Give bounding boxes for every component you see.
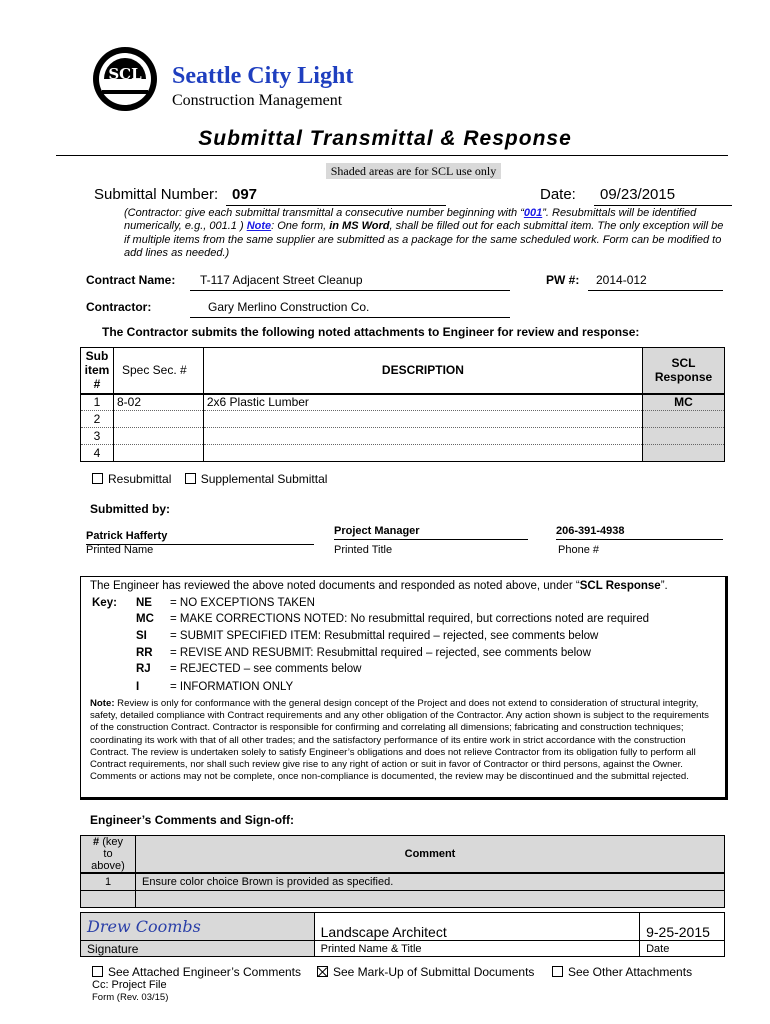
key-description: = REJECTED – see comments below bbox=[170, 663, 362, 675]
instructions-number: 001 bbox=[523, 207, 543, 219]
form-revision: Form (Rev. 03/15) bbox=[92, 992, 169, 1003]
review-note-text: Review is only for conformance with the general design concept of the Project and does not extend to consideration of structural integrity, safety, detailed compliance with Contract requirements and any other obligation of the Contractor. Any action shown is subject to the requirements of the construction Contract. Contractor is responsible for confirming and correlating all dimensions; fabricating and construction techniques; coordinating its work with that of all other trades; and the satisfactory performance of its entire work in strict accordance with the construction Contract. The review is undertaken solely to satisfy Engineer’s obligations and does not relieve Contractor from its obligation fully to perform all Contract requirements, nor shall such review give rise to any right of action or suit in favor of Contractor or third persons, against the Owner. Comments or actions may not be complete, once non-compliance is documented, the review may be discontinued and the submittal rejected. bbox=[90, 698, 709, 783]
col-key-line: above) bbox=[91, 860, 125, 872]
check-comments-group[interactable] bbox=[92, 965, 301, 979]
check-markup-label: See Mark-Up of Submittal Documents bbox=[333, 965, 535, 979]
submittal-number-field[interactable]: 097 bbox=[226, 186, 446, 206]
instructions-text: : One form, bbox=[271, 220, 330, 233]
col-description: DESCRIPTION bbox=[203, 348, 642, 394]
submitter-name-field[interactable]: Patrick Hafferty bbox=[86, 527, 314, 545]
row-response-cell[interactable] bbox=[643, 445, 725, 462]
col-key-line: # (key to bbox=[93, 836, 123, 860]
submitter-title-field[interactable]: Project Manager bbox=[334, 522, 528, 540]
row-spec-cell[interactable] bbox=[113, 445, 203, 462]
row-response-cell[interactable]: MC bbox=[643, 394, 725, 411]
signature: Drew Coombs bbox=[87, 917, 201, 936]
signoff-date-field[interactable]: 9-25-2015 bbox=[640, 913, 725, 941]
brand-subtitle: Construction Management bbox=[172, 92, 343, 109]
review-intro-text: ”. bbox=[660, 580, 668, 592]
row-response-cell[interactable] bbox=[643, 428, 725, 445]
pw-number-label: PW #: bbox=[546, 273, 580, 287]
title-divider bbox=[56, 155, 728, 156]
row-description-cell[interactable]: 2x6 Plastic Lumber bbox=[203, 394, 642, 411]
contract-name-label: Contract Name: bbox=[86, 273, 176, 287]
signature-caption: Signature bbox=[81, 941, 315, 957]
check-other-checkbox[interactable] bbox=[552, 966, 563, 977]
contractor-field[interactable]: Gary Merlino Construction Co. bbox=[190, 298, 510, 318]
svg-text:SCL: SCL bbox=[108, 65, 142, 83]
resubmittal-label: Resubmittal bbox=[108, 472, 172, 486]
instructions-text: ”. Resubmittals will be identified numerically, e.g., 001.1 ) bbox=[124, 207, 697, 233]
review-intro-text: The Engineer has reviewed the above noted documents and responded as noted above, under “ bbox=[90, 580, 580, 592]
table-row bbox=[81, 445, 725, 462]
col-scl-response-line: SCL bbox=[671, 356, 696, 371]
attachments-header-row bbox=[81, 348, 725, 394]
resubmittal-checkbox-group[interactable] bbox=[92, 472, 171, 486]
comment-key-cell[interactable]: 1 bbox=[81, 873, 136, 890]
row-description-cell[interactable] bbox=[203, 428, 642, 445]
engineer-signoff-table bbox=[80, 912, 725, 957]
printed-name-caption: Printed Name & Title bbox=[314, 941, 639, 957]
printed-title-caption: Printed Title bbox=[334, 544, 393, 556]
key-code: I bbox=[136, 681, 140, 693]
attachments-heading: The Contractor submits the following noted attachments to Engineer for review and response: bbox=[102, 325, 640, 339]
col-comment: Comment bbox=[136, 836, 725, 874]
row-spec-cell[interactable] bbox=[113, 428, 203, 445]
attachments-table bbox=[80, 347, 725, 462]
brand-title: Seattle City Light bbox=[172, 63, 354, 89]
date-label: Date: bbox=[540, 186, 576, 203]
key-description: = INFORMATION ONLY bbox=[170, 681, 294, 693]
table-row bbox=[81, 411, 725, 428]
key-description: = SUBMIT SPECIFIED ITEM: Resubmittal required – rejected, see comments below bbox=[170, 630, 599, 642]
review-note bbox=[90, 698, 718, 783]
row-spec-cell[interactable]: 8-02 bbox=[113, 394, 203, 411]
signoff-values-row bbox=[81, 913, 725, 941]
col-key-number bbox=[81, 836, 136, 874]
row-number: 2 bbox=[81, 411, 114, 428]
row-response-cell[interactable] bbox=[643, 411, 725, 428]
check-other-group[interactable] bbox=[552, 965, 692, 979]
key-description: = REVISE AND RESUBMIT: Resubmittal required – rejected, see comments below bbox=[170, 647, 591, 659]
check-markup-group[interactable] bbox=[317, 965, 534, 979]
check-comments-label: See Attached Engineer’s Comments bbox=[108, 965, 302, 979]
check-other-label: See Other Attachments bbox=[568, 965, 693, 979]
key-description: = MAKE CORRECTIONS NOTED: No resubmittal required, but corrections noted are required bbox=[170, 613, 650, 625]
engineer-comments-table bbox=[80, 835, 725, 908]
supplemental-label: Supplemental Submittal bbox=[200, 472, 328, 486]
col-scl-response bbox=[643, 348, 725, 394]
row-spec-cell[interactable] bbox=[113, 411, 203, 428]
check-comments-checkbox[interactable] bbox=[92, 966, 103, 977]
cc-line: Cc: Project File bbox=[92, 979, 167, 991]
table-row bbox=[81, 873, 725, 890]
contractor-label: Contractor: bbox=[86, 300, 152, 314]
col-scl-response-line: Response bbox=[654, 370, 713, 385]
comments-header-row bbox=[81, 836, 725, 874]
col-sub-item-line: item bbox=[84, 363, 110, 378]
col-sub-item-line: # bbox=[93, 377, 101, 392]
row-description-cell[interactable] bbox=[203, 411, 642, 428]
contract-name-field[interactable]: T-117 Adjacent Street Cleanup bbox=[190, 271, 510, 291]
resubmittal-options bbox=[92, 472, 337, 486]
phone-caption: Phone # bbox=[558, 544, 599, 556]
submitted-by-heading: Submitted by: bbox=[90, 502, 170, 516]
table-row bbox=[81, 890, 725, 907]
key-label: Key: bbox=[92, 597, 117, 609]
table-row bbox=[81, 394, 725, 411]
shaded-areas-note: Shaded areas are for SCL use only bbox=[326, 163, 501, 179]
supplemental-checkbox[interactable] bbox=[185, 473, 196, 484]
engineer-comments-heading: Engineer’s Comments and Sign-off: bbox=[90, 813, 295, 827]
comment-cell[interactable] bbox=[136, 890, 725, 907]
check-markup-checkbox[interactable] bbox=[317, 966, 328, 977]
review-intro bbox=[90, 580, 668, 592]
supplemental-checkbox-group[interactable] bbox=[185, 472, 328, 486]
printed-name-field[interactable]: Landscape Architect bbox=[314, 913, 639, 941]
printed-name-caption: Printed Name bbox=[86, 544, 154, 556]
comment-key-cell[interactable] bbox=[81, 890, 136, 907]
instructions-text: , shall be filled out for each submittal item. The only exception will be if multiple items from the same supplier are submitted as a package for the same scheduled work. Form can be modified to add lines as needed.) bbox=[124, 220, 724, 259]
key-code: NE bbox=[136, 597, 152, 609]
date-caption: Date bbox=[640, 941, 725, 957]
date-field[interactable]: 09/23/2015 bbox=[594, 186, 732, 206]
attachment-checks bbox=[92, 965, 732, 981]
row-number: 3 bbox=[81, 428, 114, 445]
col-spec-section: Spec Sec. # bbox=[113, 348, 203, 394]
key-code: RR bbox=[136, 647, 153, 659]
row-description-cell[interactable] bbox=[203, 445, 642, 462]
row-number: 1 bbox=[81, 394, 114, 411]
col-sub-item bbox=[81, 348, 114, 394]
key-code: RJ bbox=[136, 663, 151, 675]
signature-field[interactable] bbox=[81, 913, 315, 941]
table-row bbox=[81, 428, 725, 445]
instructions-text: (Contractor: give each submittal transmittal a consecutive number beginning with “ bbox=[124, 207, 524, 219]
scl-logo bbox=[92, 46, 158, 112]
document-title: Submittal Transmittal & Response bbox=[198, 127, 572, 150]
submitter-phone-field[interactable]: 206-391-4938 bbox=[556, 522, 723, 540]
review-note-label: Note: bbox=[90, 698, 115, 709]
comment-cell[interactable]: Ensure color choice Brown is provided as specified. bbox=[136, 873, 725, 890]
submittal-number-label: Submittal Number: bbox=[94, 186, 219, 203]
col-sub-item-line: Sub bbox=[85, 349, 109, 364]
submittal-instructions bbox=[124, 207, 724, 260]
pw-number-field[interactable]: 2014-012 bbox=[588, 271, 723, 291]
resubmittal-checkbox[interactable] bbox=[92, 473, 103, 484]
review-intro-bold: SCL Response bbox=[579, 580, 661, 592]
instructions-note-link[interactable]: Note bbox=[246, 220, 272, 233]
signoff-captions-row bbox=[81, 941, 725, 957]
instructions-ms-word: in MS Word bbox=[329, 220, 390, 233]
key-description: = NO EXCEPTIONS TAKEN bbox=[170, 597, 315, 609]
row-number: 4 bbox=[81, 445, 114, 462]
key-code: MC bbox=[136, 613, 154, 625]
key-code: SI bbox=[136, 630, 147, 642]
